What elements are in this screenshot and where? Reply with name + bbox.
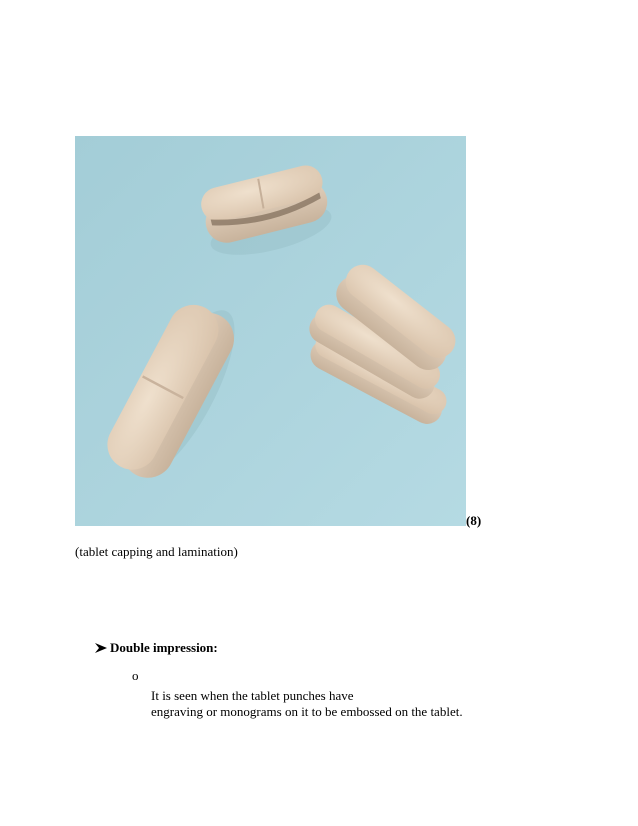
arrow-bullet-icon [94,642,108,654]
figure-caption: (tablet capping and lamination) [75,544,238,559]
section-heading-text: Double impression: [110,640,218,655]
sub-bullet-marker: o [132,668,139,683]
figure-number: (8) [466,513,482,528]
tablet-photo [75,136,466,526]
paragraph-line: It is seen when the tablet punches have [151,688,354,703]
section-heading [94,640,218,656]
paragraph [151,688,571,720]
paragraph-line: engraving or monograms on it to be embossed on the tablet. [151,704,463,719]
